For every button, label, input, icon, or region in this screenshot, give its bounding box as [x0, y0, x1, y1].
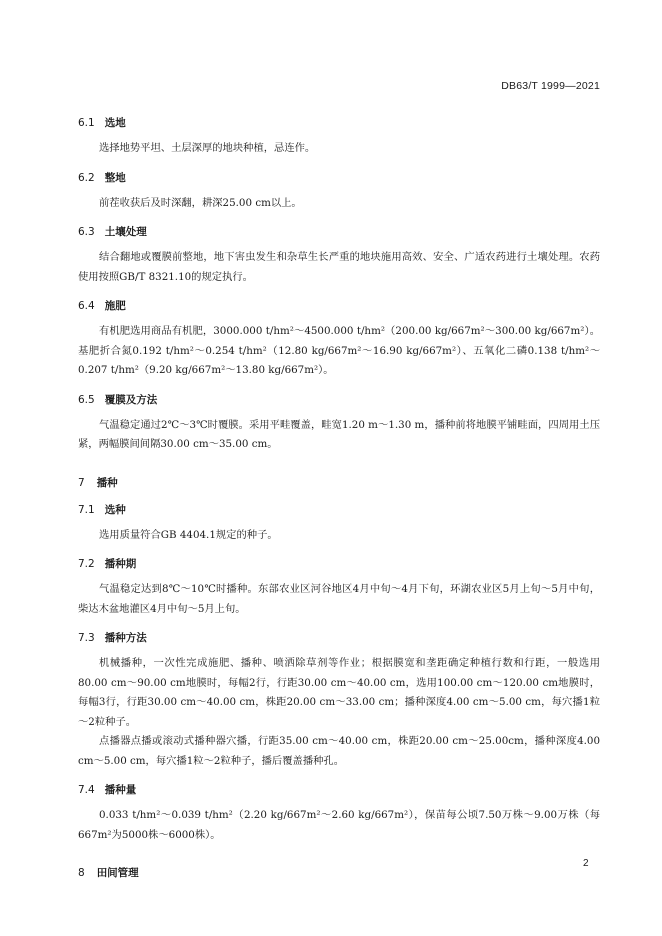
section-heading	[78, 865, 600, 881]
section-title: 播种	[96, 476, 118, 489]
section-heading	[78, 782, 600, 798]
section-title: 田间管理	[96, 867, 139, 879]
section-title: 覆膜及方法	[104, 393, 158, 406]
section-number: 6.3	[78, 226, 95, 238]
section-title: 播种方法	[104, 632, 147, 644]
section-title: 选地	[104, 117, 126, 129]
section-heading	[78, 630, 600, 646]
section-heading	[78, 475, 600, 491]
section-heading	[78, 224, 600, 240]
page-number: 2	[583, 858, 589, 869]
section-title: 施肥	[104, 300, 126, 312]
body-paragraph: 选择地势平坦、土层深厚的地块种植，忌连作。	[99, 142, 316, 154]
section-number: 7.2	[78, 558, 95, 570]
section-title: 播种量	[104, 784, 137, 796]
section-number: 6.5	[78, 393, 95, 406]
body-paragraph: 选用质量符合GB 4404.1规定的种子。	[99, 528, 278, 541]
body-paragraph: 机械播种，一次性完成施肥、播种、喷洒除草剂等作业；根据膜宽和垄距确定种植行数和行距，一般选用80.00 cm～90.00 cm地膜时，每幅2行，行距30.00 cm～40.00 cm，选用100.00 cm～120.00 cm地膜时，每幅3行，行距30.00 cm～40.00 cm，株距20.00 cm～33.00 cm；播种深度4.00 cm～5.00 cm，每穴播1粒～2粒种子。	[78, 657, 600, 728]
section-number: 6.1	[78, 117, 95, 129]
section-number: 8	[78, 867, 85, 879]
section-title: 选种	[104, 503, 126, 516]
section-heading	[78, 392, 600, 408]
body-paragraph: 气温稳定达到8℃～10℃时播种。东部农业区河谷地区4月中旬～4月下旬，环湖农业区5月上旬～5月中旬，柴达木盆地灌区4月中旬～5月上旬。	[78, 583, 600, 615]
section-number: 7.1	[78, 503, 95, 516]
section-heading	[78, 556, 600, 572]
body-paragraph: 0.033 t/hm²～0.039 t/hm²（2.20 kg/667m²～2.60 kg/667m²），保苗每公顷7.50万株～9.00万株（每667m²为5000株～6000株）。	[78, 809, 600, 841]
body-paragraph: 点播器点播或滚动式播种器穴播，行距35.00 cm～40.00 cm，株距20.00 cm～25.00cm，播种深度4.00 cm～5.00 cm，每穴播1粒～2粒种子，播后覆盖播种孔。	[78, 735, 600, 767]
section-title: 土壤处理	[104, 226, 147, 238]
body-paragraph: 有机肥选用商品有机肥，3000.000 t/hm²～4500.000 t/hm²（200.00 kg/667m²～300.00 kg/667m²）。基肥折合氮0.192 t/hm²～0.254 t/hm²（12.80 kg/667m²～16.90 kg/667m²）、五氧化二磷0.138 t/hm²～0.207 t/hm²（9.20 kg/667m²～13.80 kg/667m²）。	[78, 325, 600, 376]
section-heading	[78, 502, 600, 518]
section-title: 播种期	[104, 558, 137, 570]
section-heading	[78, 115, 600, 131]
section-number: 7	[78, 476, 85, 489]
section-number: 7.3	[78, 632, 95, 644]
section-title: 整地	[104, 171, 126, 184]
body-paragraph: 气温稳定通过2℃～3℃时覆膜。采用平畦覆盖，畦宽1.20 m～1.30 m，播种前将地膜平铺畦面，四周用土压紧，两幅膜间间隔30.00 cm～35.00 cm。	[78, 418, 600, 450]
section-heading	[78, 170, 600, 186]
body-paragraph: 前茬收获后及时深翻，耕深25.00 cm以上。	[99, 196, 302, 209]
document-code: DB63/T 1999—2021	[501, 80, 600, 92]
document-body	[78, 104, 600, 881]
section-heading	[78, 298, 600, 314]
section-number: 6.2	[78, 171, 95, 184]
body-paragraph: 结合翻地或覆膜前整地，地下害虫发生和杂草生长严重的地块施用高效、安全、广适农药进行土壤处理。农药使用按照GB/T 8321.10的规定执行。	[78, 251, 600, 283]
section-number: 6.4	[78, 300, 95, 312]
section-number: 7.4	[78, 784, 95, 796]
